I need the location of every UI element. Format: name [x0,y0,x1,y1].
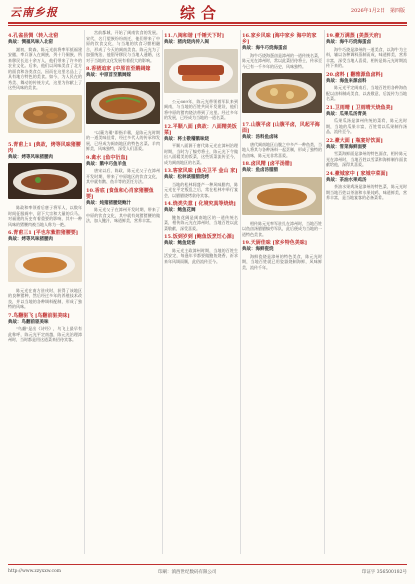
article-text: 海鲜瓷烧是漳州的特色美食，陈元光时期，当地百姓就已用瓷器烧制海鲜，风味鲜美，流传千年。 [242,253,322,270]
food-photo [242,177,322,215]
article-text: 瓜果瓜汤是漳州传统的菜肴，陈元光时期，当地的瓜果丰富，百姓常以瓜果制作汤品，流传至今。 [326,118,407,134]
article-text: 陈元光在南方驻戍时，获得了该地区的良种猪种，然后经过多年的养殖技术改良，并以当地的各种调料配制，形成了独特的风味。 [8,287,82,309]
article-text: 海牛巧烧海蛋卤是漳州的一道传统名菜，陈元光在漳州时，常以此菜招待将士，传承至今已有一千多年的历史，风味独特。 [242,52,322,69]
column-divider [324,30,325,554]
article-title: 15.饭到岁到 [鲍鱼饭烹饪心源] [164,234,235,240]
article-text: 謝初，简森，陈元光前将率军抵福建安徽，率兵浙入在闽族，列十乃侗族，所来移民长达十余万人，他们带来了许多的农业文化。后来，他们以风味美食了北方的面食和各类食点，因而在这里名品上了具有地方特色的美食。如今，为人民在的秀美、舞动的传统方式，这里为你献上了这些风味的美食。 [8,46,82,90]
article-dish: 典故：海鱼来源卤料 [326,78,367,84]
article-text: "以蕨为羹"即指羊羹，是陈元光时期的一道美味佳肴，经过多代人的传承和发展，已经成为闽南地区的特色名菜。羊肉鲜美，风味独特，深受人们喜爱。 [86,129,160,151]
article-dish: 典故：炖猪猪腰烧鲍汁 [86,200,131,206]
footer-website: http://www.zzyxxw.com [8,569,62,574]
masthead [0,0,415,26]
article-dish: 典故：将士敬稽鹅味烧 [164,136,209,142]
issue-date: 2026年1月2日 第四版 [350,8,405,14]
food-photo [8,246,82,282]
food-photo [8,95,82,133]
header-rule-thin [8,25,407,26]
paper-name: 云南乡报 [10,6,58,19]
article-dish: 典故：猪肉烧肉传入闽 [164,40,209,45]
article-text: 当地的松林间盛产一种风味腊肉，陈元光在平定叛乱之后，常在松林中举行宴会，以腊腊烧烤款待宾客。 [164,181,238,198]
article-text: 海牛巧烧是漳州的一道美食，以海牛为主料，辅以各种调料蒸制而成，味道鲜美，营养丰富，深受当地人喜爱，相传是陈元光时期流传下来的。 [326,46,407,68]
column-2 [86,30,160,554]
article-title: 5.青甫上1 [典故，烤等风味猪腰肉 [8,141,81,154]
article-title: 8.香猪追家 [中原首至鹅阔嫁 [86,66,151,72]
article-dish: 典故：烤等风味猪腰肉 [8,237,53,242]
column-3 [164,30,238,554]
article-title: 16.家乡风味 [海中家乡 海中的家乡] [242,33,317,45]
food-photo [86,82,160,124]
article-dish: 典故：烤等风味猪腰肉 [8,154,53,160]
column-5 [326,30,407,554]
article-text: 鲍鱼花阔是闽南地区的一道传统名菜，相传陈元光在漳州时，当地百姓以此菜敬献，深受喜爱。 [164,214,238,231]
article-title: 11.八闽和谐 [千锤天下时] [164,33,225,39]
article-dish: 典故：瓜果瓜汤青美 [326,111,367,117]
article-dish: 典故：茶油水果鸡汤 [326,177,367,183]
header-rule [8,22,407,24]
article-text: 唐宋以后，陈政，陈元光父子在漳州开发时期，带来了中原地区的饮食文化，其中就有鹅、鱼羊等的烹饪方法。 [86,168,160,184]
article-title: 19.天厨佳味 [家乡特色美味] [242,240,308,246]
article-title: 6.青甫三1 [平也东紫腔猪腰要] [8,230,79,236]
article-title: 19.豪万满蒸 [美蒸天府] [326,33,382,39]
article-dish: 典故：海牛巧烧海蛋卤 [326,40,371,45]
article-dish: 典故：鱼卤汤腊腊 [242,168,278,173]
article-text: 陈政和率领着后唐子将军人，以数年时间征服闽中，留下大宗和大量的兵马。对福建的历史有着重要的影响，其中一种风味的猪腰肉被当地人称为一绝。 [8,205,82,227]
article-dish: 典故：鹅中巧鱼羊鱼 [86,161,127,167]
article-title: 22.豪大面 [ 瓶宴好饮面] [326,137,383,144]
article-title: 20.卤料 [ 翻雅源鱼卤料] [326,71,383,78]
article-text: 雪菜海鲜面是漳州的特色面食，相传陈元光在漳州时，当地百姓以雪菜和海鲜制作面食献给他，深得其喜爱。 [326,151,407,167]
article-title: 13.客家风味 [鱼尖卫平 金山 家] [164,168,238,174]
article-text: 平顺八面源于唐代陈元光在漳州治理时期，当时为了犒劳将士，陈元光下令做出八面精美的饭菜，这些饭菜流传至今，成为闽南地区的名菜。 [164,143,238,165]
article-text: 公元669年，陈元光带领着军队来到闽南，与当地的百姓共同开发建设，他们将中原的猪肉烧法带到了这里。经过多年的发展，已经成为当地的一道名菜。 [164,98,238,120]
article-dish: 典故：中原首至鹅阔嫁 [86,73,131,78]
article-dish: 典故：松林谈腊腊烧烤 [164,175,209,180]
page-footer [8,564,407,578]
footer-license: 印证字 356500182号 [361,570,407,575]
section-title: 综合 [180,4,223,22]
article-title: 18.卤风精 [卤平汤腊] [242,161,293,167]
article-dish: 典故：汤料鱼卤味 [242,135,278,140]
article-dish: 典故：鸟翻前驱美味 [8,319,49,325]
article-title: 21.卫雨晴 [ 卫雨晴天烧鱼美] [326,104,393,111]
article-text: 相传陈元光率军驻扎在漳州时，当地百姓以鱼卤汤腊腊犒劳军队，此后便成为当地的一道特色美食。 [242,220,322,237]
article-title: 9.禽水 [鱼中衍血] [86,154,128,161]
footer-printer: 印刷：滇西世纪数码有限公司 [158,570,217,575]
article-dish: 典故：海牛巧烧海蛋卤 [242,46,287,51]
article-title: 10.香底 [食鱼和心肖家猪腰鱼要] [86,187,154,200]
article-dish: 典故：惆福风味入北窑 [8,40,53,45]
article-title: 14.烧类失意 [ 化境究真等烧烧] [164,201,236,207]
column-divider [240,30,241,554]
article-dish: 典故：鲍鱼烧香 [164,241,196,246]
article-dish: 典故：雪菜海鲜面要 [326,144,367,150]
food-photo [164,49,238,93]
article-title: 12.平顺八面 [典故：八面精美饭菜] [164,123,237,136]
article-title: 17.山腹平卤 [山腹平卤，风起平海面] [242,122,320,134]
article-text: 陈元光父子在漳州开发时期，带来了中原的饮食文化，其中就有炖猪猪腰的做法，加入鲍汁，味道鲜美，营养丰富。 [86,207,160,223]
article-text: 茶油水果鸡汤是漳州的特色菜，陈元光时期当地百姓以茶油和水果炖鸡，味道鲜美，营养丰富，是当地宴客的必备菜肴。 [326,184,407,200]
column-divider [84,30,85,554]
article-dish: 典故：鲍鱼花阔 [164,208,196,213]
article-title: 7.鸟翻驱飞 [鸟翻前驱美味] [8,312,70,319]
article-text: 陈元光主政漳州时期，当地的百姓生活安定，每逢年节都要做鲍鱼烧香，祈求来年风调雨顺，此俗流传至今。 [164,247,238,264]
food-photo [8,163,82,199]
column-divider [162,30,163,554]
article-title: 4.孔雀县惆（转入北窑 [8,33,59,39]
food-photo [242,73,322,113]
article-title: 24.豪城家中 [ 家城中菜面] [326,170,388,177]
column-1 [8,30,82,554]
article-text: 唐代闽南地区山腹之中多产一种鱼类，当地人将其与各种汤料一起烹制，形成了独特的鱼卤味，陈元光非常喜爱。 [242,141,322,158]
article-text: 陈元光平定闽南后，当地百姓用各种海鱼配以卤料制成美食，以表敬意，后流传为当地名菜。 [326,85,407,101]
article-text: "鸟翻"是出《诗经》，鸟飞上最早有此称呼，陈元光平定南越，陈元光治理漳州时，当时都是用这道菜来招待宾客。 [8,326,82,342]
article-text: 宫前都城，开始了闽南饮食的发展。宋代，名门望族纷纷南迁，他们带来了中原的饮食文化，与当地的饮食习惯相融合，形成了今天的闽南美食。陈元光为了加强统治，他倡导移民与当地人通婚，这对于当地的文化发展有着很大的影响。 [86,30,160,63]
article-dish: 典故：海鲜瓷烧 [242,247,274,252]
column-4 [242,30,322,554]
